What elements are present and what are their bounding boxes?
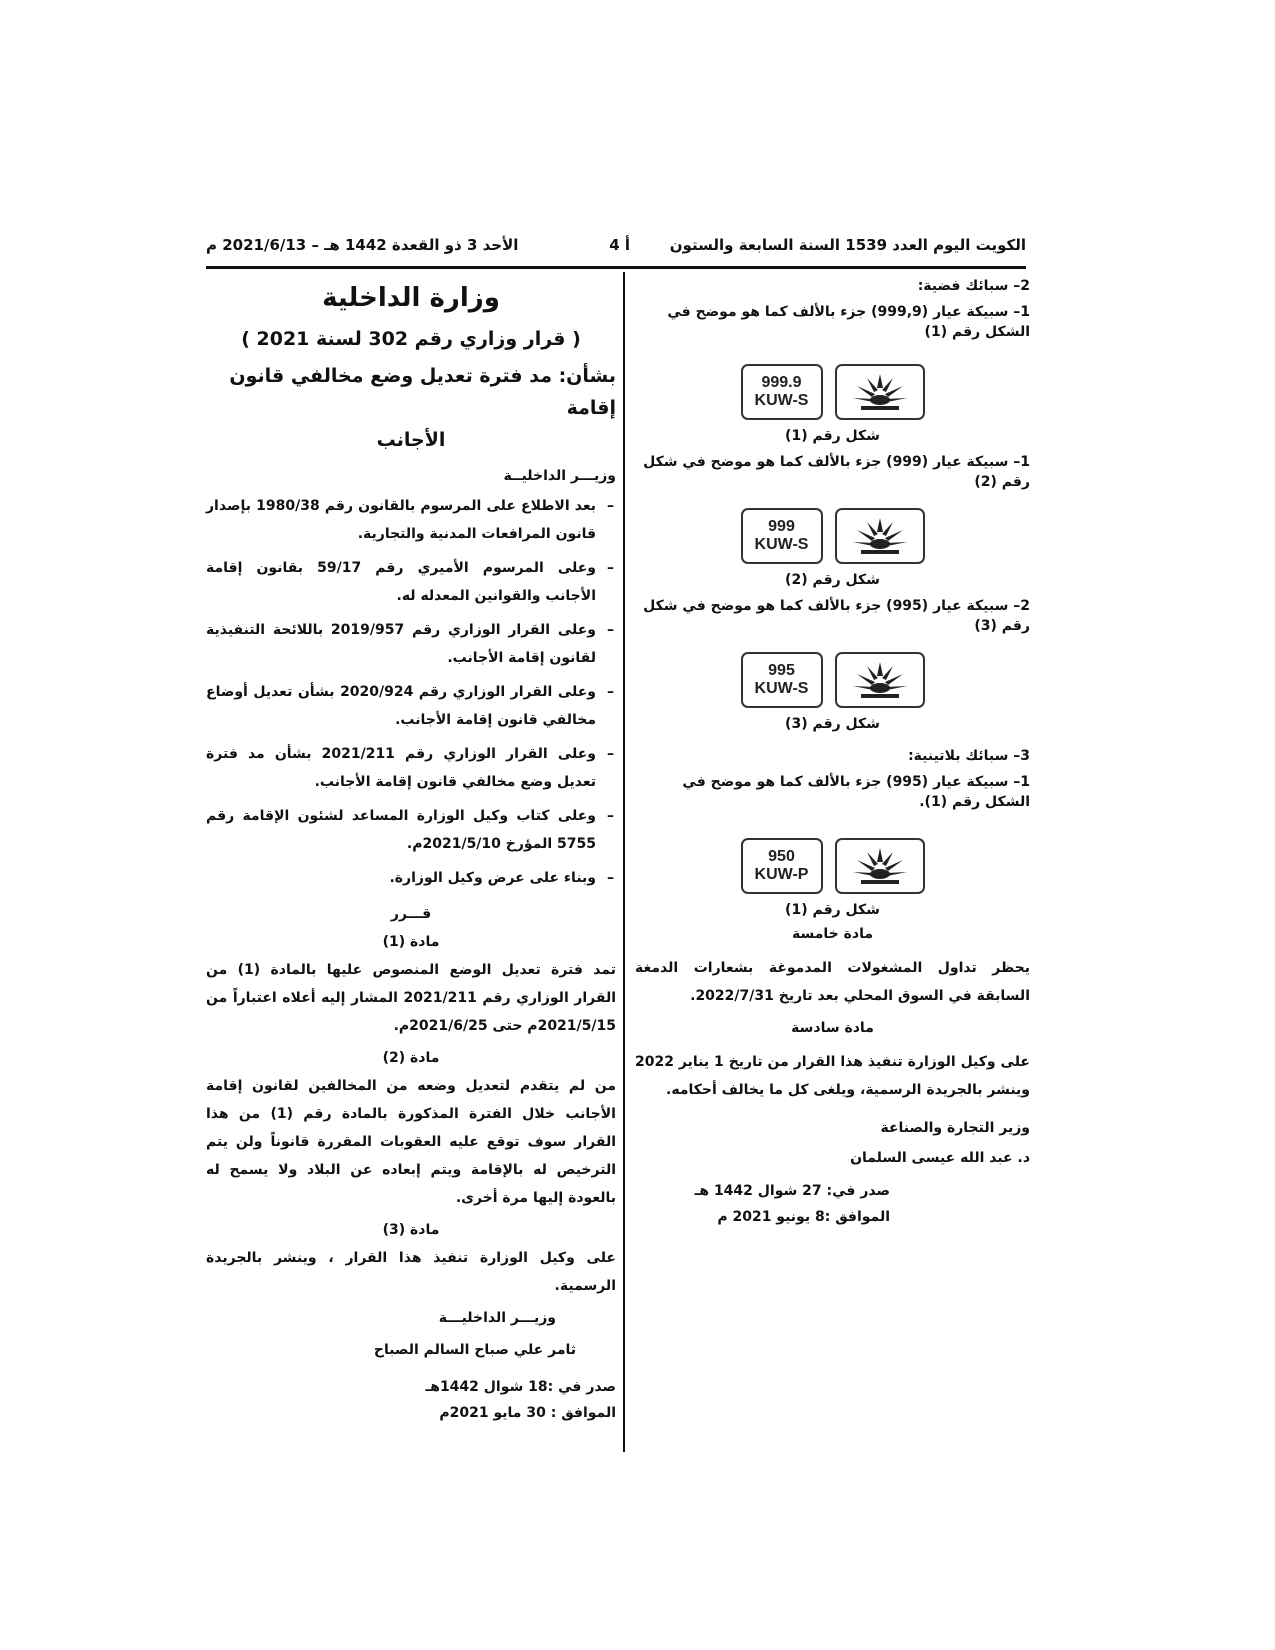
stamp-code: KUW-P [754, 866, 809, 883]
stamp-purity: 950 [768, 848, 795, 865]
decision-subject-cont: الأجانب [376, 429, 446, 451]
silver-item-1: 1– سبيكة عيار (999,9) جزء بالألف كما هو موضح في الشكل رقم (1) [667, 304, 1030, 340]
decision-number: ( قرار وزاري رقم 302 لسنة 2021 ) [241, 328, 581, 350]
preamble-item: – بعد الاطلاع على المرسوم بالقانون رقم 1980/38 بإصدار قانون المرافعات المدنية والتجارية. [206, 492, 616, 548]
article-1-title: مادة (1) [382, 934, 440, 950]
hallmark-stamp [741, 838, 823, 894]
hallmark-stamp [741, 652, 823, 708]
right-issued-date: صدر في: 27 شوال 1442 هـ [694, 1183, 890, 1199]
silver-item-2: 1– سبيكة عيار (999) جزء بالألف كما هو موضح في شكل رقم (2) [643, 454, 1030, 490]
article-3-text: على وكيل الوزارة تنفيذ هذا القرار ، وينشر بالجريدة الرسمية. [206, 1250, 616, 1294]
minister-intro: وزيـــر الداخليــة [503, 468, 616, 484]
article-2-title: مادة (2) [382, 1050, 440, 1066]
interior-minister-title: وزيـــر الداخليـــة [438, 1310, 556, 1326]
header-page-number: أ 4 [609, 236, 630, 254]
preamble-item: – وبناء على عرض وكيل الوزارة. [206, 864, 616, 892]
figure-2-caption: شكل رقم (2) [785, 572, 880, 588]
article-5-text: يحظر تداول المشغولات المدموغة بشعارات الدمغة السابقة في السوق المحلي بعد تاريخ 2022/7/31. [635, 960, 1030, 1004]
stamp-code: KUW-S [754, 392, 809, 409]
article-2-text: من لم يتقدم لتعديل وضعه من المخالفين لقانون إقامة الأجانب خلال الفترة المذكورة بالمادة رقم (1) من هذا القرار سوف توقع عليه العقوبات المقررة قانوناً ولن يتم الترخيص له بالإقامة ويتم إبعاده عن البلاد ولا يسمح له بالعودة إليها مرة أخرى. [206, 1078, 616, 1206]
left-column [206, 276, 616, 1426]
platinum-item-1: 1– سبيكة عيار (995) جزء بالألف كما هو موضح في الشكل رقم (1). [682, 774, 1030, 810]
figure-2 [635, 508, 1030, 564]
hallmark-stamp [741, 508, 823, 564]
figure-4 [635, 838, 1030, 894]
article-5-title: مادة خامسة [792, 926, 873, 942]
figure-1 [635, 364, 1030, 420]
stamp-code: KUW-S [754, 680, 809, 697]
commerce-minister-title: وزير التجارة والصناعة [880, 1120, 1030, 1136]
figure-1-caption: شكل رقم (1) [785, 428, 880, 444]
silver-item-3: 2– سبيكة عيار (995) جزء بالألف كما هو موضح في شكل رقم (3) [643, 598, 1030, 634]
article-6-title: مادة سادسة [791, 1020, 874, 1036]
figure-4-caption: شكل رقم (1) [785, 902, 880, 918]
interior-minister-name: ثامر علي صباح السالم الصباح [373, 1342, 576, 1358]
page-header [206, 236, 1026, 260]
stamp-purity: 995 [768, 662, 795, 679]
preamble-item: – وعلى القرار الوزاري رقم 2020/924 بشأن تعديل أوضاع مخالفي قانون إقامة الأجانب. [206, 678, 616, 734]
stamp-purity: 999 [768, 518, 795, 535]
preamble-item: – وعلى المرسوم الأميري رقم 59/17 بقانون إقامة الأجانب والقوانين المعدله له. [206, 554, 616, 610]
right-issue-block [635, 1178, 890, 1230]
figure-3-caption: شكل رقم (3) [785, 716, 880, 732]
preamble-item: – وعلى كتاب وكيل الوزارة المساعد لشئون الإقامة رقم 5755 المؤرخ 2021/5/10م. [206, 802, 616, 858]
right-corresponding-date: الموافق :8 يونيو 2021 م [717, 1209, 890, 1225]
stamp-code: KUW-S [754, 536, 809, 553]
article-1-text: تمد فترة تعديل الوضع المنصوص عليها بالمادة (1) من القرار الوزاري رقم 2021/211 المشار إليه أعلاه اعتباراً من 2021/5/15م حتى 2021/6/25م. [206, 962, 616, 1034]
hallmark-stamp [741, 364, 823, 420]
silver-section-title: 2– سبائك فضية: [917, 278, 1030, 294]
preamble-item: – وعلى القرار الوزاري رقم 2021/211 بشأن مد فترة تعديل وضع مخالفي قانون إقامة الأجانب. [206, 740, 616, 796]
figure-3 [635, 652, 1030, 708]
palm-emblem-icon [835, 838, 925, 894]
palm-emblem-icon [835, 364, 925, 420]
palm-emblem-icon [835, 652, 925, 708]
platinum-section-title: 3– سبائك بلاتينية: [908, 748, 1030, 764]
commerce-minister-name: د. عبد الله عيسى السلمان [850, 1150, 1030, 1166]
decided-heading: قـــرر [390, 906, 432, 922]
column-divider [623, 272, 625, 1452]
left-corresponding-date: الموافق : 30 مايو 2021م [439, 1405, 616, 1421]
palm-emblem-icon [835, 508, 925, 564]
article-3-title: مادة (3) [382, 1222, 440, 1238]
right-column [635, 276, 1030, 1230]
ministry-title: وزارة الداخلية [322, 283, 500, 313]
stamp-purity: 999.9 [761, 374, 802, 391]
decision-subject: بشأن: مد فترة تعديل وضع مخالفي قانون إقامة [229, 365, 616, 419]
left-issued-date: صدر في :18 شوال 1442هـ [425, 1379, 616, 1395]
header-issue: الكويت اليوم العدد 1539 السنة السابعة والستون [669, 236, 1026, 254]
article-6-text: على وكيل الوزارة تنفيذ هذا القرار من تاريخ 1 يناير 2022 وينشر بالجريدة الرسمية، ويلغى كل ما يخالف أحكامه. [635, 1054, 1030, 1098]
header-date: الأحد 3 ذو القعدة 1442 هـ – 2021/6/13 م [206, 236, 519, 254]
preamble-item: – وعلى القرار الوزاري رقم 2019/957 باللائحة التنفيذية لقانون إقامة الأجانب. [206, 616, 616, 672]
left-issue-block [206, 1374, 616, 1426]
header-rule [206, 266, 1026, 269]
